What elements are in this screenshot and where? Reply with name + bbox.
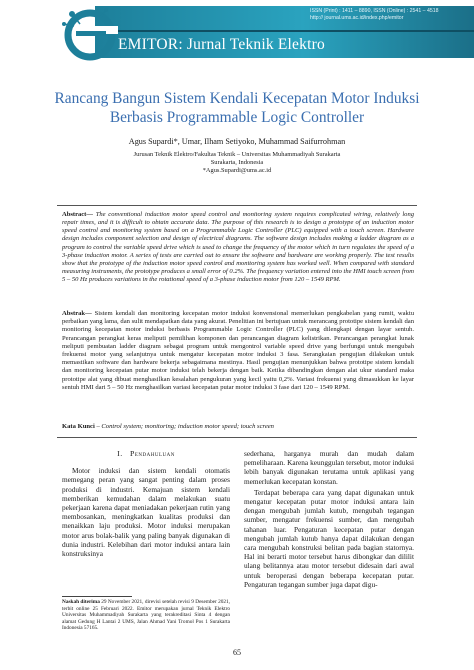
body-column-right [244,449,414,589]
footnote [62,599,230,632]
emitor-logo-icon [62,6,118,62]
author-list: Agus Supardi*, Umar, Ilham Setiyoko, Muhammad Saifurrohman [128,137,346,146]
issn-info [310,8,470,21]
body-paragraph: sederhana, harganya murah dan mudah dalam pemeliharaan. Karena keunggulan tersebut, motor induksi lebih banyak digunakan terutama untuk aplikasi yang memerlukan kecepatan konstan. [244,449,414,486]
body-column-left [62,449,230,558]
affiliation [40,151,434,176]
page-number: 65 [233,648,241,657]
footnote-text: 29 November 2021, direvisi setelah revisi 9 Desember 2021, terbit online 25 Februari 2022. Emitor merupakan jurnal Teknik Elektro Universitas Muhammadiyah Surakarta yang terakreditasi Sinta 4 dengan alamat Gedung H Lantai 2 UMS, Jalan Ahmad Yani Tromol Pos 1 Surakarta Indonesia 57165. [62,599,230,632]
abstract-text: The conventional induction motor speed control and monitoring system requires complicated wiring, relatively long repair times, and it is difficult to obtain accurate data. The purpose of this research is to design a prototype of an induction motor speed control and monitoring system based on a Programmable Logic Controller (PLC) equipped with a touch screen. Hardware design includes component selection and design of electrical diagrams. The software design includes making a ladder diagram as a program to control the variable speed drive which is used to change the frequency of the motor which in turn regulates the speed of a 3-phase induction motor. A series of tests are carried out to ensure the software and hardware are working properly. The test results show that the prototype of the induction motor speed control and monitoring system has worked well. When compared with standard measuring instruments, the prototype produces a small error of 0.2%. The frequency variation entered into the HMI touch screen from 5 – 50 Hz produces variations in the rotational speed of a 3-phase induction motor from 120 – 1549 RPM. [62,211,414,284]
abstract-english [62,211,414,284]
title-line: Rancang Bangun Sistem Kendali Kecepatan Motor Induksi [54,90,420,107]
affiliation-line: Surakarta, Indonesia [210,159,264,167]
journal-url[interactable]: http:// journal.ums.ac.id/index.php/emitor [310,14,404,21]
keywords-label: Kata Kunci [62,423,95,430]
footnote-label: Naskah diterima [62,599,100,605]
body-paragraph: Terdapat beberapa cara yang dapat digunakan untuk mengatur kecepatan putar motor induksi antara lain dengan mengubah jumlah kutub, mengubah tegangan sumber, mengatur frekuensi sumber, dan mengubah tahanan luar. Pengaturan kecepatan putar dengan mengubah jumlah kutub hanya dapat dilakukan dengan cara mengubah konstruksi belitan pada bagian statornya. Hal ini berarti motor tersebut harus dibongkar dan dililit ulang belitannya atau motor tersebut didesain dari awal untuk beroperasi dengan beberapa kecepatan putar. Pengaturan tegangan sumber juga dapat digu- [244,487,414,589]
abstract-top-rule [57,205,417,206]
header-divider-band [95,30,474,32]
abstrak-text: Sistem kendali dan monitoring kecepatan motor induksi konvensional memerlukan pengkabelan yang rumit, waktu perbaikan yang lama, dan sulit mendapatkan data yang akurat. Penelitian ini bertujuan untuk merancang prototipe sistem kendali dan monitoring kecepatan motor induksi berbasis Programmable Logic Controller (PLC) yang dilengkapi dengan layar sentuh. Perancangan perangkat keras meliputi pemilihan komponen dan perancangan diagram kelistrikan. Perancangan perangkat lunak meliputi pembuatan ladder diagram sebagai program untuk mengontrol variable speed drive yang berfungsi untuk mengubah frekuensi motor yang selanjutnya untuk mengatur kecepatan motor induksi 3 fasa. Serangkaian pengujian dilakukan untuk memastikan software dan hardware bekerja sebagaimana mestinya. Hasil pengujian menunjukkan bahwa prototipe sistem kendali dan monitoring kecepatan putar motor induksi telah bekerja dengan baik. Ketika dibandingkan dengan alat ukur standard maka prototipe alat yang dibuat menghasilkan kesalahan pengukuran yang kecil yaitu 0,2%. Variasi frekuensi yang dimasukkan ke layar sentuh HMI dari 5 – 50 Hz menghasilkan variasi kecepatan putar motor induksi 3 fase dari 120 – 1549 RPM. [62,310,414,391]
journal-header [0,0,474,58]
section-number: I. [117,449,123,458]
section-heading [62,449,230,458]
abstract-indonesian [62,310,414,392]
author-email[interactable]: *Agus.Supardi@ums.ac.id [202,167,272,175]
abstract-label: Abstract— [62,211,93,218]
keywords [62,423,414,430]
affiliation-line: Jurusan Teknik Elektro/Fakultas Teknik – Universitas Muhammadiyah Surakarta [133,151,341,158]
paper-title [40,89,434,127]
abstrak-label: Abstrak— [62,310,92,317]
journal-title: EMITOR: Jurnal Teknik Elektro [118,36,325,53]
body-paragraph: Motor induksi dan sistem kendali otomatis memegang peran yang sangat penting dalam proses produksi di industri. Kemajuan sistem kendali memberikan kemudahan dalam melakukan suatu pekerjaan karena dapat meniadakan pekerjaan rutin yang membosankan, meningkatkan kualitas produksi dan menaikkan laju produksi. Motor induksi merupakan motor arus bolak-balik yang paling banyak digunakan di dunia industri. Kelebihan dari motor induksi antara lain konstruksinya [62,466,230,559]
footnote-rule [62,596,132,597]
abstract-bottom-rule [57,437,417,438]
issn-line: ISSN (Print) : 1411 – 8890, ISSN (Online) : 2541 – 4518 [310,8,439,14]
section-title: Pendahuluan [130,449,175,458]
keywords-text: – Control system; monitoring; induction motor speed; touch screen [96,423,274,430]
title-line: Berbasis Programmable Logic Controller [109,109,365,126]
